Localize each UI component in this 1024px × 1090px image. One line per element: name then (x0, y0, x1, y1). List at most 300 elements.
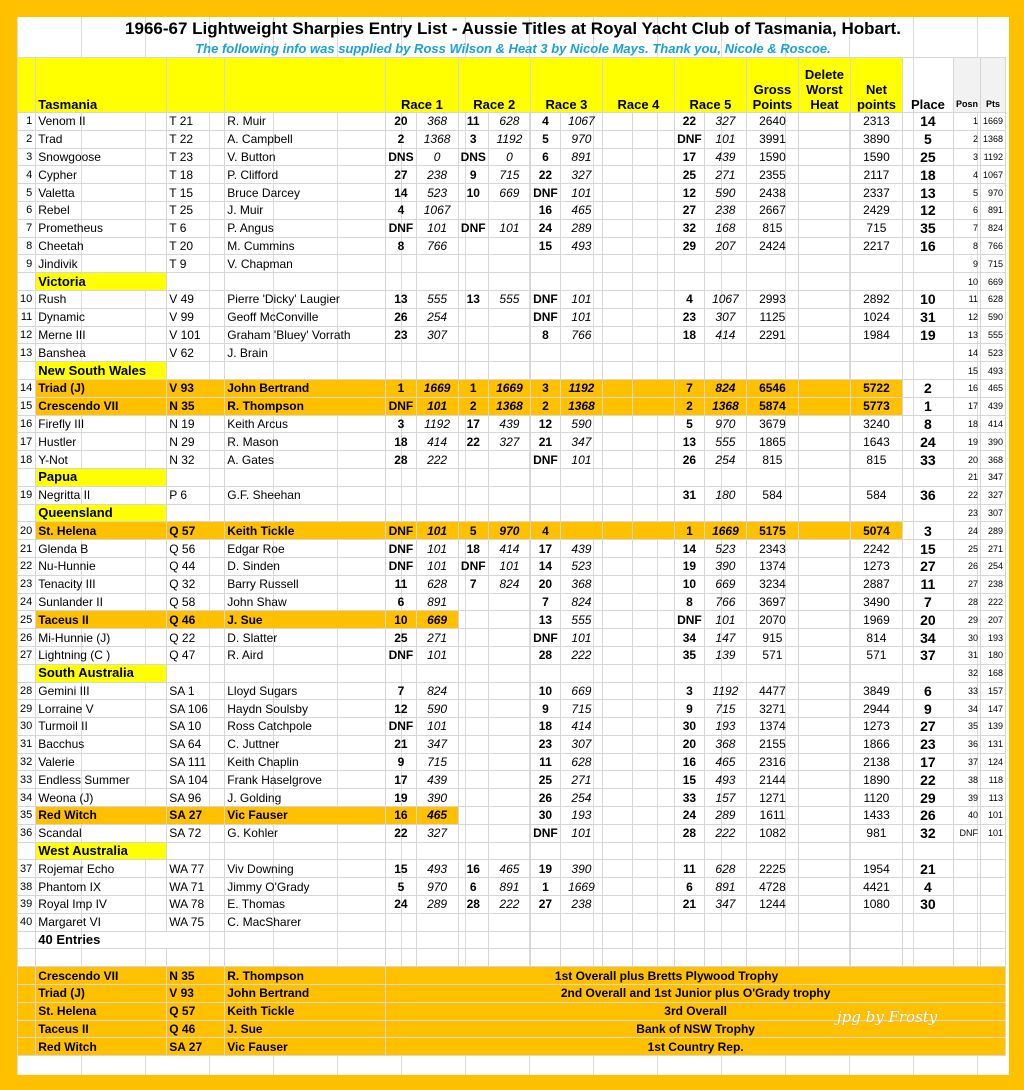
table-row (18, 611, 1006, 629)
race5-points: 493 (704, 771, 746, 789)
race2-position: 7 (458, 575, 488, 593)
empty-cell (458, 273, 488, 291)
points-value: 131 (980, 735, 1005, 753)
final-place: 18 (902, 166, 953, 184)
race5-position: 8 (674, 593, 704, 611)
race2-position (458, 771, 488, 789)
skipper-name: John Bertrand (225, 379, 386, 397)
race2-position (458, 326, 488, 344)
boat-name: Gemini III (36, 682, 167, 700)
race2-position (458, 451, 488, 469)
race1-points: 1368 (416, 130, 458, 148)
award-boat: Red Witch (36, 1038, 167, 1056)
race2-position: DNF (458, 557, 488, 575)
gross-points: 3697 (746, 593, 798, 611)
points-value: 238 (980, 575, 1005, 593)
points-posn: 18 (953, 415, 980, 433)
skipper-name: C. Juttner (225, 735, 386, 753)
empty-cell (225, 273, 386, 291)
sail-number: SA 10 (167, 718, 225, 736)
empty-cell (850, 504, 902, 522)
points-value: 193 (980, 629, 1005, 647)
delete-worst (798, 113, 850, 131)
gross-points: 3991 (746, 130, 798, 148)
skipper-name: Frank Haselgrove (225, 771, 386, 789)
boat-name: Snowgoose (36, 148, 167, 166)
points-value: 970 (980, 184, 1005, 202)
points-posn: 23 (953, 504, 980, 522)
race5-points (704, 344, 746, 362)
skipper-name: R. Aird (225, 646, 386, 664)
final-place: 27 (902, 718, 953, 736)
header-net-points: Net points (850, 58, 902, 113)
race4-position (602, 326, 632, 344)
race3-points (560, 255, 602, 273)
award-sail: SA 27 (167, 1038, 225, 1056)
empty-cell (225, 949, 386, 967)
race1-points: 307 (416, 326, 458, 344)
points-posn: 37 (953, 753, 980, 771)
points-value: 669 (980, 273, 1005, 291)
final-place: 35 (902, 219, 953, 237)
skipper-name: Graham 'Bluey' Vorrath (225, 326, 386, 344)
race4-position (602, 860, 632, 878)
race5-points: 168 (704, 219, 746, 237)
empty-cell (902, 273, 953, 291)
final-place: 32 (902, 824, 953, 842)
empty-cell (602, 504, 632, 522)
race3-position: 25 (530, 771, 560, 789)
race2-points (488, 682, 530, 700)
race3-position: 26 (530, 789, 560, 807)
boat-name: Venom II (36, 113, 167, 131)
entry-number: 34 (18, 789, 36, 807)
skipper-name: G.F. Sheehan (225, 486, 386, 504)
state-label: South Australia (36, 664, 167, 682)
gross-points: 3679 (746, 415, 798, 433)
skipper-name: Barry Russell (225, 575, 386, 593)
final-place: 6 (902, 682, 953, 700)
empty-cell (386, 504, 416, 522)
race4-position (602, 290, 632, 308)
race5-position (674, 344, 704, 362)
entry-number: 37 (18, 860, 36, 878)
empty-cell (674, 931, 704, 949)
race1-position: 26 (386, 308, 416, 326)
race3-points: 628 (560, 753, 602, 771)
race4-position (602, 184, 632, 202)
gross-points: 2316 (746, 753, 798, 771)
points-posn: 1 (953, 113, 980, 131)
net-points: 1120 (850, 789, 902, 807)
table-row (18, 130, 1006, 148)
empty-cell (602, 931, 632, 949)
points-value: 439 (980, 397, 1005, 415)
boat-name: Lightning (C ) (36, 646, 167, 664)
race3-points: 493 (560, 237, 602, 255)
race4-points (632, 540, 674, 558)
race1-position: DNF (386, 540, 416, 558)
empty-cell (18, 931, 36, 949)
skipper-name: C. MacSharer (225, 913, 386, 931)
race3-position: DNF (530, 451, 560, 469)
boat-name: Nu-Hunnie (36, 557, 167, 575)
race5-position: 14 (674, 540, 704, 558)
race5-points: 414 (704, 326, 746, 344)
sail-number: V 93 (167, 379, 225, 397)
sail-number: SA 111 (167, 753, 225, 771)
points-value: 124 (980, 753, 1005, 771)
race4-points (632, 807, 674, 825)
race5-position: 12 (674, 184, 704, 202)
race1-position: 21 (386, 735, 416, 753)
empty-cell (746, 362, 798, 380)
spreadsheet (17, 17, 1009, 1075)
table-row (18, 433, 1006, 451)
race4-position (602, 718, 632, 736)
race2-position: 22 (458, 433, 488, 451)
points-posn: 29 (953, 611, 980, 629)
sail-number: Q 47 (167, 646, 225, 664)
net-points: 1024 (850, 308, 902, 326)
race2-position (458, 700, 488, 718)
entry-number: 40 (18, 913, 36, 931)
race3-position (530, 486, 560, 504)
race3-position: 12 (530, 415, 560, 433)
gross-points: 3234 (746, 575, 798, 593)
empty-cell (560, 949, 602, 967)
race2-position (458, 646, 488, 664)
skipper-name: A. Campbell (225, 130, 386, 148)
race1-points: 628 (416, 575, 458, 593)
entry-number: 23 (18, 575, 36, 593)
empty-cell (36, 949, 167, 967)
empty-cell (458, 664, 488, 682)
sail-number: T 25 (167, 201, 225, 219)
race4-points (632, 682, 674, 700)
race3-points: 1192 (560, 379, 602, 397)
delete-worst (798, 896, 850, 914)
points-posn: 24 (953, 522, 980, 540)
race4-position (602, 735, 632, 753)
final-place: 10 (902, 290, 953, 308)
race5-position (674, 255, 704, 273)
race1-position (386, 486, 416, 504)
race4-position (602, 557, 632, 575)
skipper-name: R. Mason (225, 433, 386, 451)
entry-number: 31 (18, 735, 36, 753)
race4-points (632, 415, 674, 433)
skipper-name: R. Thompson (225, 397, 386, 415)
race3-points: 970 (560, 130, 602, 148)
entry-number: 13 (18, 344, 36, 362)
gross-points: 1865 (746, 433, 798, 451)
race2-points: 414 (488, 540, 530, 558)
credit-watermark: jpg by Frosty (837, 1008, 938, 1026)
race3-position: 18 (530, 718, 560, 736)
empty-cell (225, 931, 386, 949)
sail-number: Q 58 (167, 593, 225, 611)
race3-points: 1067 (560, 113, 602, 131)
award-sail: N 35 (167, 967, 225, 985)
net-points: 571 (850, 646, 902, 664)
entries-count: 40 Entries (36, 931, 225, 949)
empty-cell (416, 273, 458, 291)
race1-position: 12 (386, 700, 416, 718)
race2-position (458, 718, 488, 736)
empty-cell (602, 273, 632, 291)
race5-points: 289 (704, 807, 746, 825)
gross-points: 815 (746, 451, 798, 469)
race4-points (632, 379, 674, 397)
sail-number: V 99 (167, 308, 225, 326)
boat-name: Taceus II (36, 611, 167, 629)
boat-name: Glenda B (36, 540, 167, 558)
race2-points (488, 646, 530, 664)
race5-points: 207 (704, 237, 746, 255)
empty-cell (530, 842, 560, 860)
empty-cell (850, 949, 902, 967)
race5-position: 19 (674, 557, 704, 575)
skipper-name: Geoff McConville (225, 308, 386, 326)
skipper-name: Lloyd Sugars (225, 682, 386, 700)
race4-points (632, 130, 674, 148)
race3-points: 523 (560, 557, 602, 575)
empty-cell (18, 842, 36, 860)
empty-cell (488, 468, 530, 486)
empty-cell (704, 842, 746, 860)
final-place: 20 (902, 611, 953, 629)
delete-worst (798, 771, 850, 789)
points-posn: 16 (953, 379, 980, 397)
table-row (18, 878, 1006, 896)
entry-number: 35 (18, 807, 36, 825)
net-points: 1969 (850, 611, 902, 629)
empty-cell (18, 664, 36, 682)
race2-points: 439 (488, 415, 530, 433)
entry-number: 26 (18, 629, 36, 647)
net-points: 1954 (850, 860, 902, 878)
sail-number: T 21 (167, 113, 225, 131)
empty-cell (458, 949, 488, 967)
race1-position: DNF (386, 219, 416, 237)
gross-points: 2070 (746, 611, 798, 629)
net-points (850, 255, 902, 273)
skipper-name: V. Chapman (225, 255, 386, 273)
table-row (18, 397, 1006, 415)
points-value: 101 (980, 807, 1005, 825)
empty-cell (850, 362, 902, 380)
sail-number: N 19 (167, 415, 225, 433)
empty-cell (746, 504, 798, 522)
entry-number: 19 (18, 486, 36, 504)
race2-points: 555 (488, 290, 530, 308)
race4-position (602, 789, 632, 807)
race1-position: DNS (386, 148, 416, 166)
race1-points: 1669 (416, 379, 458, 397)
race1-points: 891 (416, 593, 458, 611)
delete-worst (798, 913, 850, 931)
race1-points: 271 (416, 629, 458, 647)
race1-position: 6 (386, 593, 416, 611)
header-gross-points: Gross Points (746, 58, 798, 113)
race2-points (488, 451, 530, 469)
race4-points (632, 522, 674, 540)
points-value: 1192 (980, 148, 1005, 166)
table-row (18, 308, 1006, 326)
empty-cell (704, 504, 746, 522)
gross-points: 584 (746, 486, 798, 504)
race3-points (560, 486, 602, 504)
race5-points: 222 (704, 824, 746, 842)
points-value: 891 (980, 201, 1005, 219)
empty-cell (416, 468, 458, 486)
race3-position: DNF (530, 290, 560, 308)
table-row (18, 682, 1006, 700)
race5-position: 15 (674, 771, 704, 789)
delete-worst (798, 700, 850, 718)
empty-cell (850, 468, 902, 486)
race2-points (488, 718, 530, 736)
empty-cell (602, 468, 632, 486)
skipper-name: John Shaw (225, 593, 386, 611)
final-place: 29 (902, 789, 953, 807)
sail-number: T 20 (167, 237, 225, 255)
boat-name: Valetta (36, 184, 167, 202)
race4-points (632, 326, 674, 344)
race3-points: 254 (560, 789, 602, 807)
race2-points: 101 (488, 219, 530, 237)
final-place: 33 (902, 451, 953, 469)
table-row (18, 184, 1006, 202)
race3-points (560, 522, 602, 540)
state-label: Queensland (36, 504, 167, 522)
empty-cell (18, 468, 36, 486)
race4-position (602, 237, 632, 255)
gross-points: 2424 (746, 237, 798, 255)
empty-cell (458, 362, 488, 380)
delete-worst (798, 201, 850, 219)
empty-cell (416, 504, 458, 522)
empty-cell (386, 468, 416, 486)
table-row (18, 344, 1006, 362)
points-posn: 8 (953, 237, 980, 255)
empty-cell (674, 273, 704, 291)
empty-cell (386, 949, 416, 967)
race5-position: 6 (674, 878, 704, 896)
header-race1: Race 1 (386, 58, 458, 113)
race4-points (632, 771, 674, 789)
points-value: 414 (980, 415, 1005, 433)
award-row (18, 985, 1006, 1003)
race1-points: 715 (416, 753, 458, 771)
empty-cell (488, 664, 530, 682)
empty-cell (488, 504, 530, 522)
race4-position (602, 219, 632, 237)
boat-name: Mi-Hunnie (J) (36, 629, 167, 647)
table-row (18, 540, 1006, 558)
race4-points (632, 700, 674, 718)
final-place: 7 (902, 593, 953, 611)
empty-cell (746, 949, 798, 967)
race4-position (602, 255, 632, 273)
table-row (18, 379, 1006, 397)
empty-cell (167, 362, 225, 380)
gross-points: 2155 (746, 735, 798, 753)
points-posn: DNF (953, 824, 980, 842)
race2-points (488, 735, 530, 753)
points-posn: 17 (953, 397, 980, 415)
boat-name: Tenacity III (36, 575, 167, 593)
table-row (18, 522, 1006, 540)
empty-cell (953, 878, 980, 896)
race2-points: 0 (488, 148, 530, 166)
race3-position: 22 (530, 166, 560, 184)
empty-cell (632, 273, 674, 291)
race2-position: 6 (458, 878, 488, 896)
sail-number: Q 32 (167, 575, 225, 593)
race4-points (632, 344, 674, 362)
final-place (902, 344, 953, 362)
race2-position (458, 308, 488, 326)
points-value: 368 (980, 451, 1005, 469)
delete-worst (798, 308, 850, 326)
empty-cell (18, 967, 36, 985)
boat-name: Lorraine V (36, 700, 167, 718)
entry-number: 22 (18, 557, 36, 575)
race2-position (458, 611, 488, 629)
points-posn: 22 (953, 486, 980, 504)
boat-name: Phantom IX (36, 878, 167, 896)
points-value: 222 (980, 593, 1005, 611)
gross-points: 1374 (746, 557, 798, 575)
net-points: 5773 (850, 397, 902, 415)
empty-cell (953, 949, 980, 967)
race3-points: 766 (560, 326, 602, 344)
race4-position (602, 148, 632, 166)
award-skipper: R. Thompson (225, 967, 386, 985)
race4-points (632, 629, 674, 647)
gross-points: 1082 (746, 824, 798, 842)
race1-position: 20 (386, 113, 416, 131)
race1-position: 5 (386, 878, 416, 896)
race2-points: 891 (488, 878, 530, 896)
race3-position: 1 (530, 878, 560, 896)
race3-points: 101 (560, 290, 602, 308)
net-points: 2337 (850, 184, 902, 202)
race5-position: 13 (674, 433, 704, 451)
net-points: 715 (850, 219, 902, 237)
sail-number: V 62 (167, 344, 225, 362)
race4-points (632, 718, 674, 736)
race5-points: 590 (704, 184, 746, 202)
final-place: 4 (902, 878, 953, 896)
empty-cell (674, 504, 704, 522)
gross-points: 1125 (746, 308, 798, 326)
empty-cell (902, 842, 953, 860)
race5-position: 1 (674, 522, 704, 540)
net-points: 3240 (850, 415, 902, 433)
race1-points: 101 (416, 718, 458, 736)
race5-points: 669 (704, 575, 746, 593)
empty-cell (18, 362, 36, 380)
race4-position (602, 896, 632, 914)
race3-points: 193 (560, 807, 602, 825)
points-value: 715 (980, 255, 1005, 273)
empty-cell (530, 504, 560, 522)
race3-position: 23 (530, 735, 560, 753)
delete-worst (798, 397, 850, 415)
